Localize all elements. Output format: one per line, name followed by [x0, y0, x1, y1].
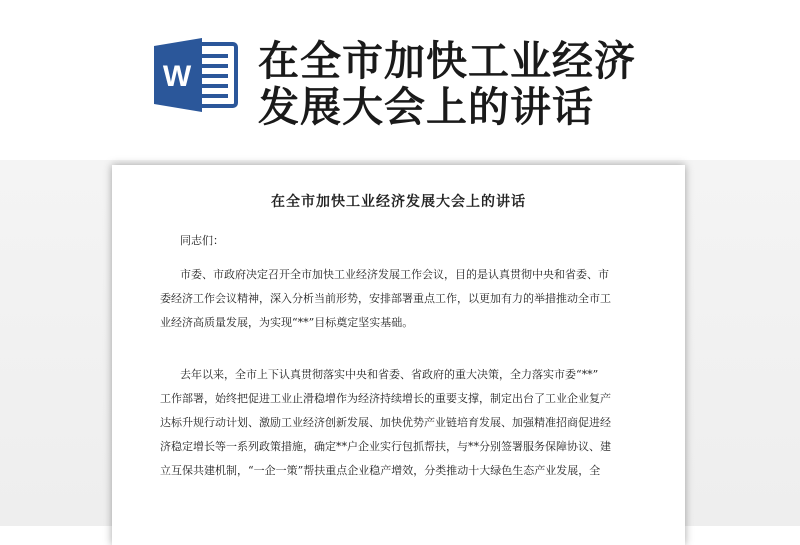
word-icon-letter: W: [162, 60, 192, 93]
paragraph-1-line: 市委、市政府决定召开全市加快工业经济发展工作会议，目的是认真贯彻中央和省委、市: [180, 268, 609, 281]
document-title: 在全市加快工业经济发展大会上的讲话: [271, 194, 526, 210]
paragraph-1-line: 委经济工作会议精神，深入分析当前形势，安排部署重点工作，以更加有力的举措推动全市工: [160, 292, 611, 305]
paragraph-2-line: 济稳定增长等一系列政策措施，确定**户企业实行包抓帮扶，与**分别签署服务保障协议、建: [160, 440, 611, 453]
document-page: [112, 165, 685, 545]
banner-title-line-2: 发展大会上的讲话: [258, 83, 594, 131]
paragraph-1: [160, 263, 646, 335]
paragraph-1-line: 业经济高质量发展，为实现“**”目标奠定坚实基础。: [160, 316, 414, 329]
paragraph-2-line: 达标升规行动计划、激励工业经济创新发展、加快优势产业链培育发展、加强精准招商促进经: [160, 416, 611, 429]
banner-title-line-1: 在全市加快工业经济: [258, 37, 636, 85]
paragraph-2-line: 去年以来，全市上下认真贯彻落实中央和省委、省政府的重大决策，全力落实市委“**”: [180, 368, 599, 381]
paragraph-2-line: 立互保共建机制，“一企一策”帮扶重点企业稳产增效，分类推动十大绿色生态产业发展，全: [160, 464, 601, 477]
salutation: 同志们：: [180, 234, 224, 247]
paragraph-2: [160, 363, 646, 483]
banner-title: [258, 38, 778, 130]
paragraph-2-line: 工作部署，始终把促进工业止滑稳增作为经济持续增长的重要支撑，制定出台了工业企业复产: [160, 392, 611, 405]
banner: [0, 0, 800, 160]
word-document-icon: [152, 38, 238, 112]
